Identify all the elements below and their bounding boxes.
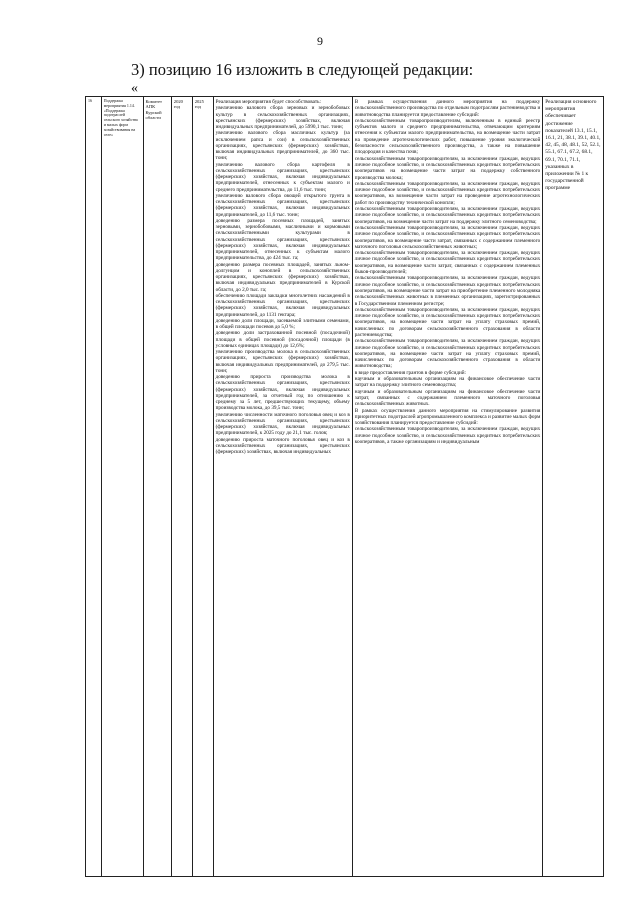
page-number: 9	[317, 34, 323, 48]
start-year-cell	[171, 97, 192, 877]
row-number-cell	[86, 97, 102, 877]
measure-content-text: В рамках осуществления данного мероприятия на поддержку сельскохозяйственного производства по отдельным подотраслям растениеводства и животноводства планируется предоставление субсидий: сельскохозяйственным товаропроизводителям, включенным в единый реестр субъектов малого и среднего предпринимательства, отвечающим критериям отнесения к субъектам малого предпринимательства, на возмещение части затрат на проведение агротехнологических работ, повышение уровня экологической безопасности сельскохозяйственного производства, а также на повышение плодородия и качества почв; сельскохозяйственным товаропроизводителям, за исключением граждан, ведущих личное подсобное хозяйство, и сельскохозяйственных кредитных потребительских кооперативов на возмещение части затрат на поддержку собственного производства молока; сельскохозяйственным товаропроизводителям, за исключением граждан, ведущих личное подсобное хозяйство, и сельскохозяйственных кредитных потребительских кооперативов, на возмещение части затрат на проведение агротехнологических работ по производству технической конопли; сельскохозяйственным товаропроизводителям, за исключением граждан, ведущих личное подсобное хозяйство, и сельскохозяйственных кредитных потребительских кооперативов, на возмещение части затрат на поддержку элитного семеноводства; сельскохозяйственным товаропроизводителям, за исключением граждан, ведущих личное подсобное хозяйство, и сельскохозяйственных кредитных потребительских кооперативов, на возмещение части затрат, связанных с содержанием племенного маточного поголовья сельскохозяйственных животных; сельскохозяйственным товаропроизводителям, за исключением граждан, ведущих личное подсобное хозяйство, и сельскохозяйственных кредитных потребительских кооперативов, на возмещение части затрат, связанных с содержанием племенных быков-производителей; сельскохозяйственным товаропроизводителям, за исключением граждан, ведущих личное подсобное хозяйство, и сельскохозяйственных кредитных потребительских кооперативов, на возмещение части затрат на приобретение племенного молодняка сельскохозяйственных животных в племенных организациях, зарегистрированных в Государственном племенном регистре; сельскохозяйственным товаропроизводителям, за исключением граждан, ведущих личное подсобное хозяйство, и сельскохозяйственных кредитных потребительских кооперативов, на возмещение части затрат на уплату страховых премий, начисленных по договорам сельскохозяйственного страхования в области растениеводства; сельскохозяйственным товаропроизводителям, за исключением граждан, ведущих личное подсобное хозяйство, и сельскохозяйственных кредитных потребительских кооперативов, на возмещение части затрат на уплату страховых премий, начисленных по договорам сельскохозяйственного страхования в области животноводства; в виде предоставления грантов в форме субсидий: научным и образовательным организациям на финансовое обеспечение части затрат на поддержку элитного семеноводства; научным и образовательным организациям на финансовое обеспечение части затрат, связанных с содержанием племенного маточного поголовья сельскохозяйственных животных. В рамках осуществления данного мероприятия на стимулирование развития приоритетных подотраслей агропромышленного комплекса и развитие малых форм хозяйствования планируется предоставление субсидий: сельскохозяйственным товаропроизводителям, за исключением граждан, ведущих личное подсобное хозяйство, и сельскохозяйственных кредитных потребительских кооперативов, а также организациям и индивидуальным	[354, 99, 541, 446]
opening-quote: «	[131, 81, 138, 96]
measure-name-cell	[101, 97, 143, 877]
table-row	[86, 97, 604, 877]
measure-content-cell	[352, 97, 542, 877]
amendment-heading: 3) позицию 16 изложить в следующей редакции:	[131, 60, 474, 79]
executor-cell	[143, 97, 171, 877]
indicators-text: Реализация основного мероприятия обеспечивает достижение показателей 13.1, 15.1, 16.1, 21, 38.1, 39.1, 40.1, 42, 45, 48, 48.1, 52, 52.1, 55.1, 67.1, 67.2, 68.1, 69.1, 70.1, 71.1, указанных в приложении № 1 к государственной программе	[545, 99, 601, 192]
start-year: 2020 год	[173, 99, 183, 110]
expected-result-text: Реализация мероприятия будет способствовать: увеличению валового сбора зерновых и зернобобовых культур в сельскохозяйственных организациях, крестьянских (фермерских) хозяйствах, включая индивидуальных предпринимателей, до 5990,1 тыс. тонн; увеличению валового сбора масличных культур (за исключением рапса и сои) в сельскохозяйственных организациях, крестьянских (фермерских) хозяйствах, включая индивидуальных предпринимателей, до 360 тыс. тонн; увеличению валового сбора картофеля в сельскохозяйственных организациях, крестьянских (фермерских) хозяйствах, включая индивидуальных предпринимателей, отнесенных к субъектам малого и среднего предпринимательства, до 11,6 тыс. тонн; увеличению валового сбора овощей открытого грунта в сельскохозяйственных организациях, крестьянских (фермерских) хозяйствах, включая индивидуальных предпринимателей, до 11,6 тыс. тонн; доведению размера посевных площадей, занятых зерновыми, зернобобовыми, масличными и кормовыми сельскохозяйственными культурами в сельскохозяйственных организациях, крестьянских (фермерских) хозяйствах, включая индивидуальных предпринимателей, отнесенных к субъектам малого предпринимательства, до 424 тыс. га; доведению размера посевных площадей, занятых льном-долгунцом и коноплей в сельскохозяйственных организациях, крестьянских (фермерских) хозяйствах, включая индивидуальных предпринимателей в Курской области, до 2,0 тыс. га; обеспечению площади закладки многолетних насаждений в сельскохозяйственных организациях, крестьянских (фермерских) хозяйствах, включая индивидуальных предпринимателей, до 1131 гектара; доведению доли площади, засеваемой элитными семенами, в общей площади посевов до 5,0 %; доведению доли застрахованной посевной (посадочной) площади в общей посевной (посадочной) площади (в условных единицах площади) до 12,6%; увеличению производства молока в сельскохозяйственных организациях, крестьянских (фермерских) хозяйствах, включая индивидуальных предпринимателей, до 279,5 тыс. тонн; доведению прироста производства молока в сельскохозяйственных организациях, крестьянских (фермерских) хозяйствах, включая индивидуальных предпринимателей, за отчетный год по отношению к среднему за 5 лет, предшествующих текущему, объему производства молока, до 39,5 тыс. тонн; увеличению численности маточного поголовья овец и коз в сельскохозяйственных организациях, крестьянских (фермерских) хозяйствах, включая индивидуальных предпринимателей, к 2025 году до 21,1 тыс. голов; доведению прироста маточного поголовья овец и коз в сельскохозяйственных организациях, крестьянских (фермерских) хозяйствах, включая индивидуальных	[215, 99, 350, 455]
measure-name: Поддержка мероприятия 1.14. «Поддержка подотраслей сельского хозяйства и малых форм хозяйствования на селе»	[103, 98, 138, 137]
end-year-cell	[192, 97, 213, 877]
row-number: 16	[88, 98, 92, 103]
indicators-cell	[543, 97, 604, 877]
program-position-table	[85, 96, 604, 877]
expected-result-cell	[213, 97, 352, 877]
executor-name: Комитет АПК Курской области	[145, 99, 162, 121]
end-year: 2025 год	[194, 99, 204, 110]
